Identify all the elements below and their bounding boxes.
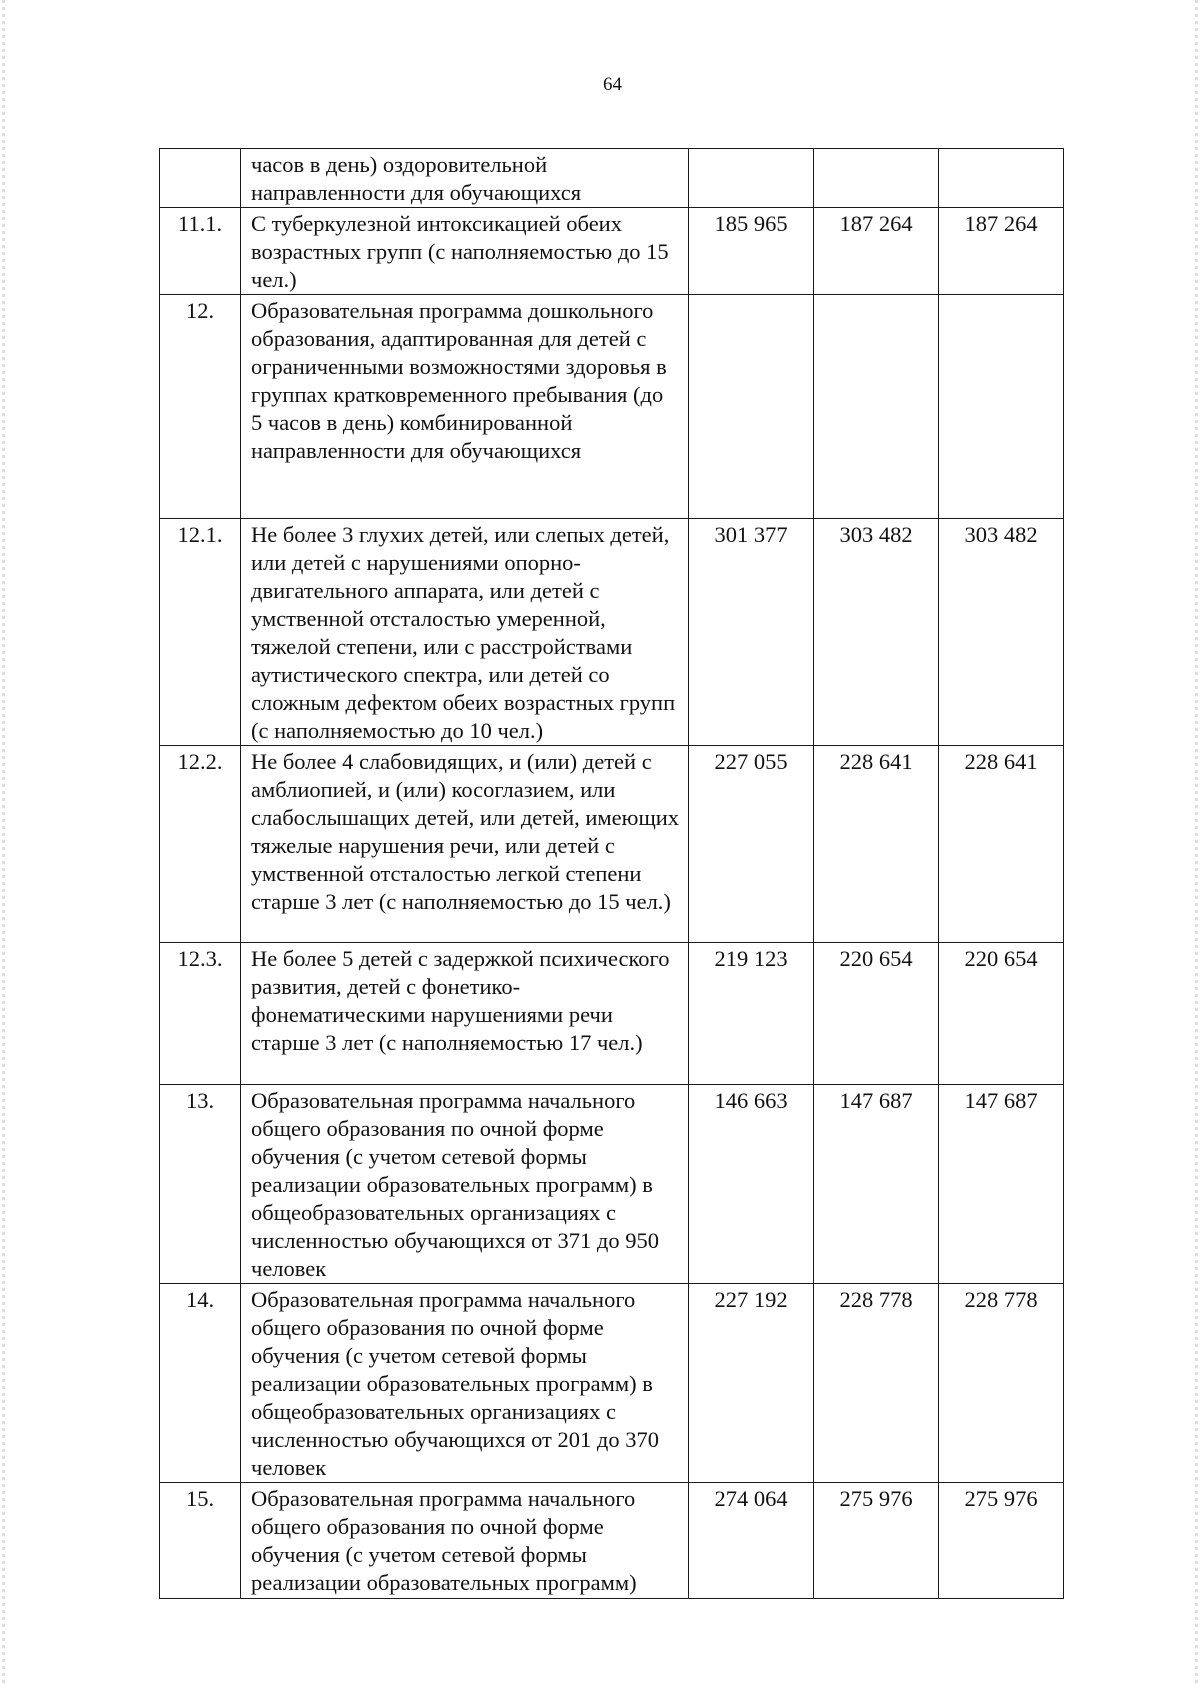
- value-col-3: 228 778: [939, 1284, 1064, 1483]
- row-number: 13.: [160, 1085, 241, 1284]
- value-col-1: 227 055: [689, 746, 814, 943]
- row-number: 15.: [160, 1483, 241, 1599]
- table-row: [160, 746, 1064, 943]
- table-row: [160, 208, 1064, 295]
- value-col-2: 228 641: [814, 746, 939, 943]
- row-description: Не более 4 слабовидящих, и (или) детей с амблиопией, и (или) косоглазием, или слабослышащих детей, или детей, имеющих тяжелые нарушения речи, или детей с умственной отсталостью легкой степени старше 3 лет (с наполняемостью до 15 чел.): [241, 746, 689, 943]
- row-description: часов в день) оздоровительной направленности для обучающихся: [241, 149, 689, 208]
- value-col-1: 185 965: [689, 208, 814, 295]
- row-number: 11.1.: [160, 208, 241, 295]
- value-col-1: 227 192: [689, 1284, 814, 1483]
- row-description: Образовательная программа начального общего образования по очной форме обучения (с учетом сетевой формы реализации образовательных программ): [241, 1483, 689, 1599]
- scan-edge-right: [1195, 0, 1198, 1686]
- table-row: [160, 943, 1064, 1085]
- value-col-1: 274 064: [689, 1483, 814, 1599]
- value-col-3: 147 687: [939, 1085, 1064, 1284]
- value-col-3: 220 654: [939, 943, 1064, 1085]
- value-col-1: [689, 295, 814, 519]
- value-col-3: 187 264: [939, 208, 1064, 295]
- value-col-3: [939, 149, 1064, 208]
- value-col-3: [939, 295, 1064, 519]
- value-col-2: [814, 295, 939, 519]
- table-row: [160, 519, 1064, 746]
- row-description: С туберкулезной интоксикацией обеих возрастных групп (с наполняемостью до 15 чел.): [241, 208, 689, 295]
- row-description: Не более 3 глухих детей, или слепых детей, или детей с нарушениями опорно-двигательного аппарата, или детей с умственной отсталостью умеренной, тяжелой степени, или с расстройствами аутистического спектра, или детей со сложным дефектом обеих возрастных групп (с наполняемостью до 10 чел.): [241, 519, 689, 746]
- scan-edge-left: [2, 0, 5, 1686]
- row-description: Образовательная программа дошкольного образования, адаптированная для детей с ограниченными возможностями здоровья в группах кратковременного пребывания (до 5 часов в день) комбинированной направленности для обучающихся: [241, 295, 689, 519]
- value-col-3: 275 976: [939, 1483, 1064, 1599]
- value-col-1: 219 123: [689, 943, 814, 1085]
- table-row: [160, 1284, 1064, 1483]
- table-row: [160, 295, 1064, 519]
- value-col-2: 187 264: [814, 208, 939, 295]
- value-col-2: 220 654: [814, 943, 939, 1085]
- value-col-3: 303 482: [939, 519, 1064, 746]
- value-col-1: 301 377: [689, 519, 814, 746]
- table-row: [160, 149, 1064, 208]
- row-description: Не более 5 детей с задержкой психического развития, детей с фонетико-фонематическими нарушениями речи старше 3 лет (с наполняемостью 17 чел.): [241, 943, 689, 1085]
- tariff-table: [159, 148, 1064, 1599]
- row-number: 12.1.: [160, 519, 241, 746]
- value-col-2: 275 976: [814, 1483, 939, 1599]
- value-col-2: [814, 149, 939, 208]
- value-col-1: 146 663: [689, 1085, 814, 1284]
- row-number: 12.2.: [160, 746, 241, 943]
- value-col-3: 228 641: [939, 746, 1064, 943]
- row-number: 12.3.: [160, 943, 241, 1085]
- row-description: Образовательная программа начального общего образования по очной форме обучения (с учетом сетевой формы реализации образовательных программ) в общеобразовательных организациях с численностью обучающихся от 371 до 950 человек: [241, 1085, 689, 1284]
- value-col-2: 228 778: [814, 1284, 939, 1483]
- table-row: [160, 1085, 1064, 1284]
- row-number: 12.: [160, 295, 241, 519]
- row-description: Образовательная программа начального общего образования по очной форме обучения (с учетом сетевой формы реализации образовательных программ) в общеобразовательных организациях с численностью обучающихся от 201 до 370 человек: [241, 1284, 689, 1483]
- table-row: [160, 1483, 1064, 1599]
- row-number: [160, 149, 241, 208]
- row-number: 14.: [160, 1284, 241, 1483]
- page-number: 64: [603, 74, 622, 95]
- value-col-1: [689, 149, 814, 208]
- value-col-2: 303 482: [814, 519, 939, 746]
- value-col-2: 147 687: [814, 1085, 939, 1284]
